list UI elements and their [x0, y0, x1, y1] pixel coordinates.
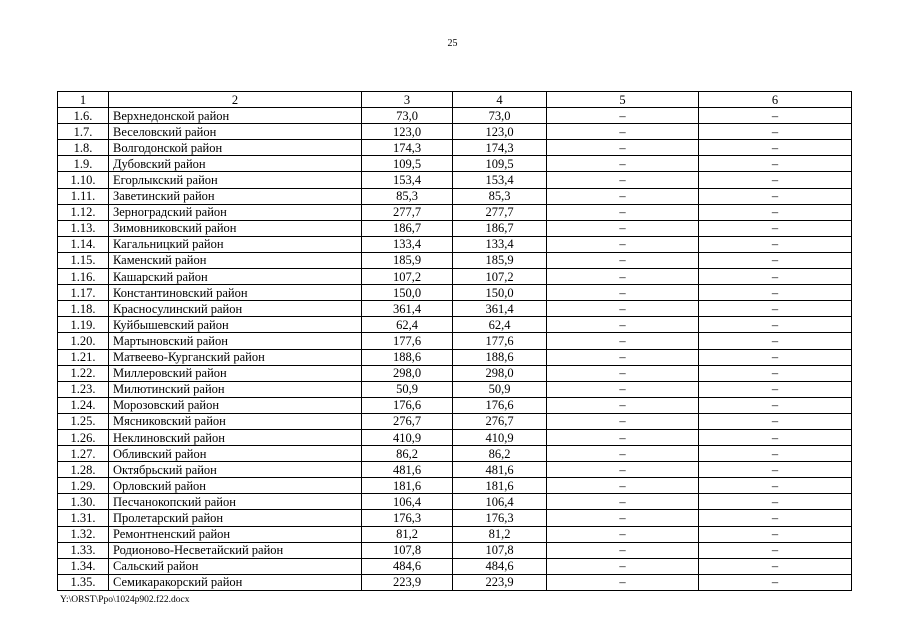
table-row — [58, 429, 852, 445]
value-col-4: 186,7 — [453, 220, 547, 236]
value-col-5: – — [547, 252, 699, 268]
value-col-4: 410,9 — [453, 429, 547, 445]
value-col-6: – — [699, 301, 852, 317]
row-number: 1.23. — [58, 381, 109, 397]
value-col-6: – — [699, 574, 852, 590]
value-col-6: – — [699, 236, 852, 252]
value-col-5: – — [547, 124, 699, 140]
value-col-6: – — [699, 542, 852, 558]
value-col-3: 186,7 — [362, 220, 453, 236]
value-col-6: – — [699, 333, 852, 349]
value-col-5: – — [547, 349, 699, 365]
district-name: Дубовский район — [109, 156, 362, 172]
table-row — [58, 381, 852, 397]
value-col-4: 174,3 — [453, 140, 547, 156]
value-col-3: 123,0 — [362, 124, 453, 140]
district-name: Заветинский район — [109, 188, 362, 204]
value-col-6: – — [699, 478, 852, 494]
value-col-4: 185,9 — [453, 252, 547, 268]
value-col-3: 176,6 — [362, 397, 453, 413]
value-col-4: 153,4 — [453, 172, 547, 188]
district-name: Ремонтненский район — [109, 526, 362, 542]
table-row — [58, 140, 852, 156]
value-col-3: 176,3 — [362, 510, 453, 526]
value-col-3: 361,4 — [362, 301, 453, 317]
row-number: 1.6. — [58, 108, 109, 124]
table-row — [58, 478, 852, 494]
value-col-6: – — [699, 462, 852, 478]
value-col-4: 62,4 — [453, 317, 547, 333]
row-number: 1.16. — [58, 269, 109, 285]
value-col-3: 277,7 — [362, 204, 453, 220]
value-col-3: 223,9 — [362, 574, 453, 590]
value-col-3: 106,4 — [362, 494, 453, 510]
column-header-6: 6 — [699, 92, 852, 108]
value-col-4: 133,4 — [453, 236, 547, 252]
value-col-5: – — [547, 333, 699, 349]
value-col-5: – — [547, 140, 699, 156]
value-col-3: 50,9 — [362, 381, 453, 397]
value-col-4: 73,0 — [453, 108, 547, 124]
value-col-5: – — [547, 429, 699, 445]
value-col-3: 133,4 — [362, 236, 453, 252]
column-header-1: 1 — [58, 92, 109, 108]
value-col-5: – — [547, 558, 699, 574]
value-col-3: 481,6 — [362, 462, 453, 478]
table-row — [58, 574, 852, 590]
value-col-6: – — [699, 558, 852, 574]
value-col-5: – — [547, 413, 699, 429]
value-col-4: 481,6 — [453, 462, 547, 478]
district-name: Зерноградский район — [109, 204, 362, 220]
table-row — [58, 188, 852, 204]
row-number: 1.34. — [58, 558, 109, 574]
table-row — [58, 526, 852, 542]
value-col-5: – — [547, 220, 699, 236]
district-name: Верхнедонской район — [109, 108, 362, 124]
district-name: Красносулинский район — [109, 301, 362, 317]
row-number: 1.30. — [58, 494, 109, 510]
value-col-5: – — [547, 108, 699, 124]
value-col-4: 107,2 — [453, 269, 547, 285]
district-name: Кашарский район — [109, 269, 362, 285]
column-header-3: 3 — [362, 92, 453, 108]
table-row — [58, 446, 852, 462]
table-row — [58, 510, 852, 526]
row-number: 1.12. — [58, 204, 109, 220]
value-col-5: – — [547, 269, 699, 285]
district-name: Милютинский район — [109, 381, 362, 397]
table-header — [58, 92, 852, 108]
table-row — [58, 156, 852, 172]
district-name: Родионово-Несветайский район — [109, 542, 362, 558]
table-row — [58, 172, 852, 188]
value-col-4: 176,6 — [453, 397, 547, 413]
table-row — [58, 494, 852, 510]
value-col-5: – — [547, 510, 699, 526]
value-col-4: 188,6 — [453, 349, 547, 365]
value-col-3: 410,9 — [362, 429, 453, 445]
value-col-6: – — [699, 285, 852, 301]
value-col-3: 484,6 — [362, 558, 453, 574]
district-name: Веселовский район — [109, 124, 362, 140]
value-col-6: – — [699, 140, 852, 156]
value-col-4: 176,3 — [453, 510, 547, 526]
row-number: 1.31. — [58, 510, 109, 526]
row-number: 1.14. — [58, 236, 109, 252]
district-name: Константиновский район — [109, 285, 362, 301]
header-row — [58, 92, 852, 108]
row-number: 1.13. — [58, 220, 109, 236]
row-number: 1.9. — [58, 156, 109, 172]
table-row — [58, 397, 852, 413]
district-name: Песчанокопский район — [109, 494, 362, 510]
value-col-3: 107,8 — [362, 542, 453, 558]
district-name: Морозовский район — [109, 397, 362, 413]
value-col-3: 174,3 — [362, 140, 453, 156]
row-number: 1.19. — [58, 317, 109, 333]
row-number: 1.28. — [58, 462, 109, 478]
row-number: 1.32. — [58, 526, 109, 542]
value-col-3: 177,6 — [362, 333, 453, 349]
value-col-6: – — [699, 429, 852, 445]
table-row — [58, 301, 852, 317]
value-col-5: – — [547, 542, 699, 558]
value-col-6: – — [699, 269, 852, 285]
value-col-5: – — [547, 381, 699, 397]
value-col-3: 181,6 — [362, 478, 453, 494]
value-col-3: 150,0 — [362, 285, 453, 301]
value-col-3: 153,4 — [362, 172, 453, 188]
value-col-3: 107,2 — [362, 269, 453, 285]
value-col-5: – — [547, 478, 699, 494]
row-number: 1.26. — [58, 429, 109, 445]
district-name: Октябрьский район — [109, 462, 362, 478]
page-number: 25 — [447, 38, 458, 49]
row-number: 1.22. — [58, 365, 109, 381]
value-col-6: – — [699, 108, 852, 124]
district-name: Неклиновский район — [109, 429, 362, 445]
value-col-6: – — [699, 526, 852, 542]
district-name: Волгодонской район — [109, 140, 362, 156]
value-col-5: – — [547, 204, 699, 220]
row-number: 1.7. — [58, 124, 109, 140]
table-row — [58, 269, 852, 285]
value-col-6: – — [699, 510, 852, 526]
value-col-6: – — [699, 172, 852, 188]
value-col-5: – — [547, 156, 699, 172]
row-number: 1.24. — [58, 397, 109, 413]
row-number: 1.18. — [58, 301, 109, 317]
row-number: 1.25. — [58, 413, 109, 429]
value-col-3: 188,6 — [362, 349, 453, 365]
value-col-6: – — [699, 204, 852, 220]
value-col-3: 276,7 — [362, 413, 453, 429]
value-col-3: 73,0 — [362, 108, 453, 124]
table-row — [58, 204, 852, 220]
value-col-6: – — [699, 397, 852, 413]
row-number: 1.20. — [58, 333, 109, 349]
district-name: Обливский район — [109, 446, 362, 462]
row-number: 1.11. — [58, 188, 109, 204]
value-col-6: – — [699, 446, 852, 462]
row-number: 1.35. — [58, 574, 109, 590]
value-col-4: 361,4 — [453, 301, 547, 317]
value-col-6: – — [699, 188, 852, 204]
value-col-5: – — [547, 365, 699, 381]
value-col-6: – — [699, 220, 852, 236]
row-number: 1.17. — [58, 285, 109, 301]
value-col-5: – — [547, 574, 699, 590]
value-col-6: – — [699, 349, 852, 365]
value-col-4: 123,0 — [453, 124, 547, 140]
district-table — [57, 91, 852, 591]
value-col-5: – — [547, 446, 699, 462]
table-row — [58, 220, 852, 236]
district-name: Сальский район — [109, 558, 362, 574]
table-row — [58, 333, 852, 349]
value-col-6: – — [699, 252, 852, 268]
value-col-4: 86,2 — [453, 446, 547, 462]
value-col-5: – — [547, 188, 699, 204]
column-header-5: 5 — [547, 92, 699, 108]
value-col-4: 107,8 — [453, 542, 547, 558]
value-col-5: – — [547, 236, 699, 252]
table-row — [58, 365, 852, 381]
table-row — [58, 285, 852, 301]
district-name: Пролетарский район — [109, 510, 362, 526]
table-row — [58, 236, 852, 252]
row-number: 1.8. — [58, 140, 109, 156]
table-row — [58, 252, 852, 268]
value-col-4: 223,9 — [453, 574, 547, 590]
value-col-5: – — [547, 285, 699, 301]
value-col-6: – — [699, 365, 852, 381]
value-col-4: 276,7 — [453, 413, 547, 429]
district-name: Егорлыкский район — [109, 172, 362, 188]
value-col-5: – — [547, 462, 699, 478]
district-name: Мартыновский район — [109, 333, 362, 349]
value-col-3: 62,4 — [362, 317, 453, 333]
value-col-4: 484,6 — [453, 558, 547, 574]
value-col-3: 298,0 — [362, 365, 453, 381]
value-col-6: – — [699, 381, 852, 397]
value-col-6: – — [699, 494, 852, 510]
value-col-3: 86,2 — [362, 446, 453, 462]
district-name: Каменский район — [109, 252, 362, 268]
value-col-4: 50,9 — [453, 381, 547, 397]
district-name: Семикаракорский район — [109, 574, 362, 590]
value-col-5: – — [547, 397, 699, 413]
table-row — [58, 542, 852, 558]
value-col-4: 106,4 — [453, 494, 547, 510]
district-name: Миллеровский район — [109, 365, 362, 381]
table-row — [58, 413, 852, 429]
row-number: 1.15. — [58, 252, 109, 268]
district-name: Мясниковский район — [109, 413, 362, 429]
value-col-5: – — [547, 317, 699, 333]
value-col-4: 298,0 — [453, 365, 547, 381]
district-name: Матвеево-Курганский район — [109, 349, 362, 365]
value-col-3: 81,2 — [362, 526, 453, 542]
value-col-6: – — [699, 413, 852, 429]
value-col-4: 150,0 — [453, 285, 547, 301]
table-row — [58, 108, 852, 124]
value-col-3: 85,3 — [362, 188, 453, 204]
value-col-3: 185,9 — [362, 252, 453, 268]
row-number: 1.10. — [58, 172, 109, 188]
table-row — [58, 462, 852, 478]
table-row — [58, 349, 852, 365]
value-col-5: – — [547, 301, 699, 317]
value-col-6: – — [699, 124, 852, 140]
district-name: Куйбышевский район — [109, 317, 362, 333]
value-col-3: 109,5 — [362, 156, 453, 172]
district-name: Орловский район — [109, 478, 362, 494]
row-number: 1.27. — [58, 446, 109, 462]
table-row — [58, 558, 852, 574]
value-col-5: – — [547, 494, 699, 510]
value-col-4: 81,2 — [453, 526, 547, 542]
value-col-6: – — [699, 156, 852, 172]
value-col-5: – — [547, 172, 699, 188]
column-header-4: 4 — [453, 92, 547, 108]
table-row — [58, 317, 852, 333]
row-number: 1.33. — [58, 542, 109, 558]
row-number: 1.21. — [58, 349, 109, 365]
value-col-4: 85,3 — [453, 188, 547, 204]
value-col-4: 181,6 — [453, 478, 547, 494]
value-col-5: – — [547, 526, 699, 542]
table-body — [58, 108, 852, 591]
row-number: 1.29. — [58, 478, 109, 494]
district-name: Кагальницкий район — [109, 236, 362, 252]
table-row — [58, 124, 852, 140]
district-name: Зимовниковский район — [109, 220, 362, 236]
value-col-4: 277,7 — [453, 204, 547, 220]
value-col-4: 109,5 — [453, 156, 547, 172]
column-header-2: 2 — [109, 92, 362, 108]
value-col-4: 177,6 — [453, 333, 547, 349]
file-path-footer: Y:\ORST\Ppo\1024p902.f22.docx — [60, 595, 190, 605]
value-col-6: – — [699, 317, 852, 333]
